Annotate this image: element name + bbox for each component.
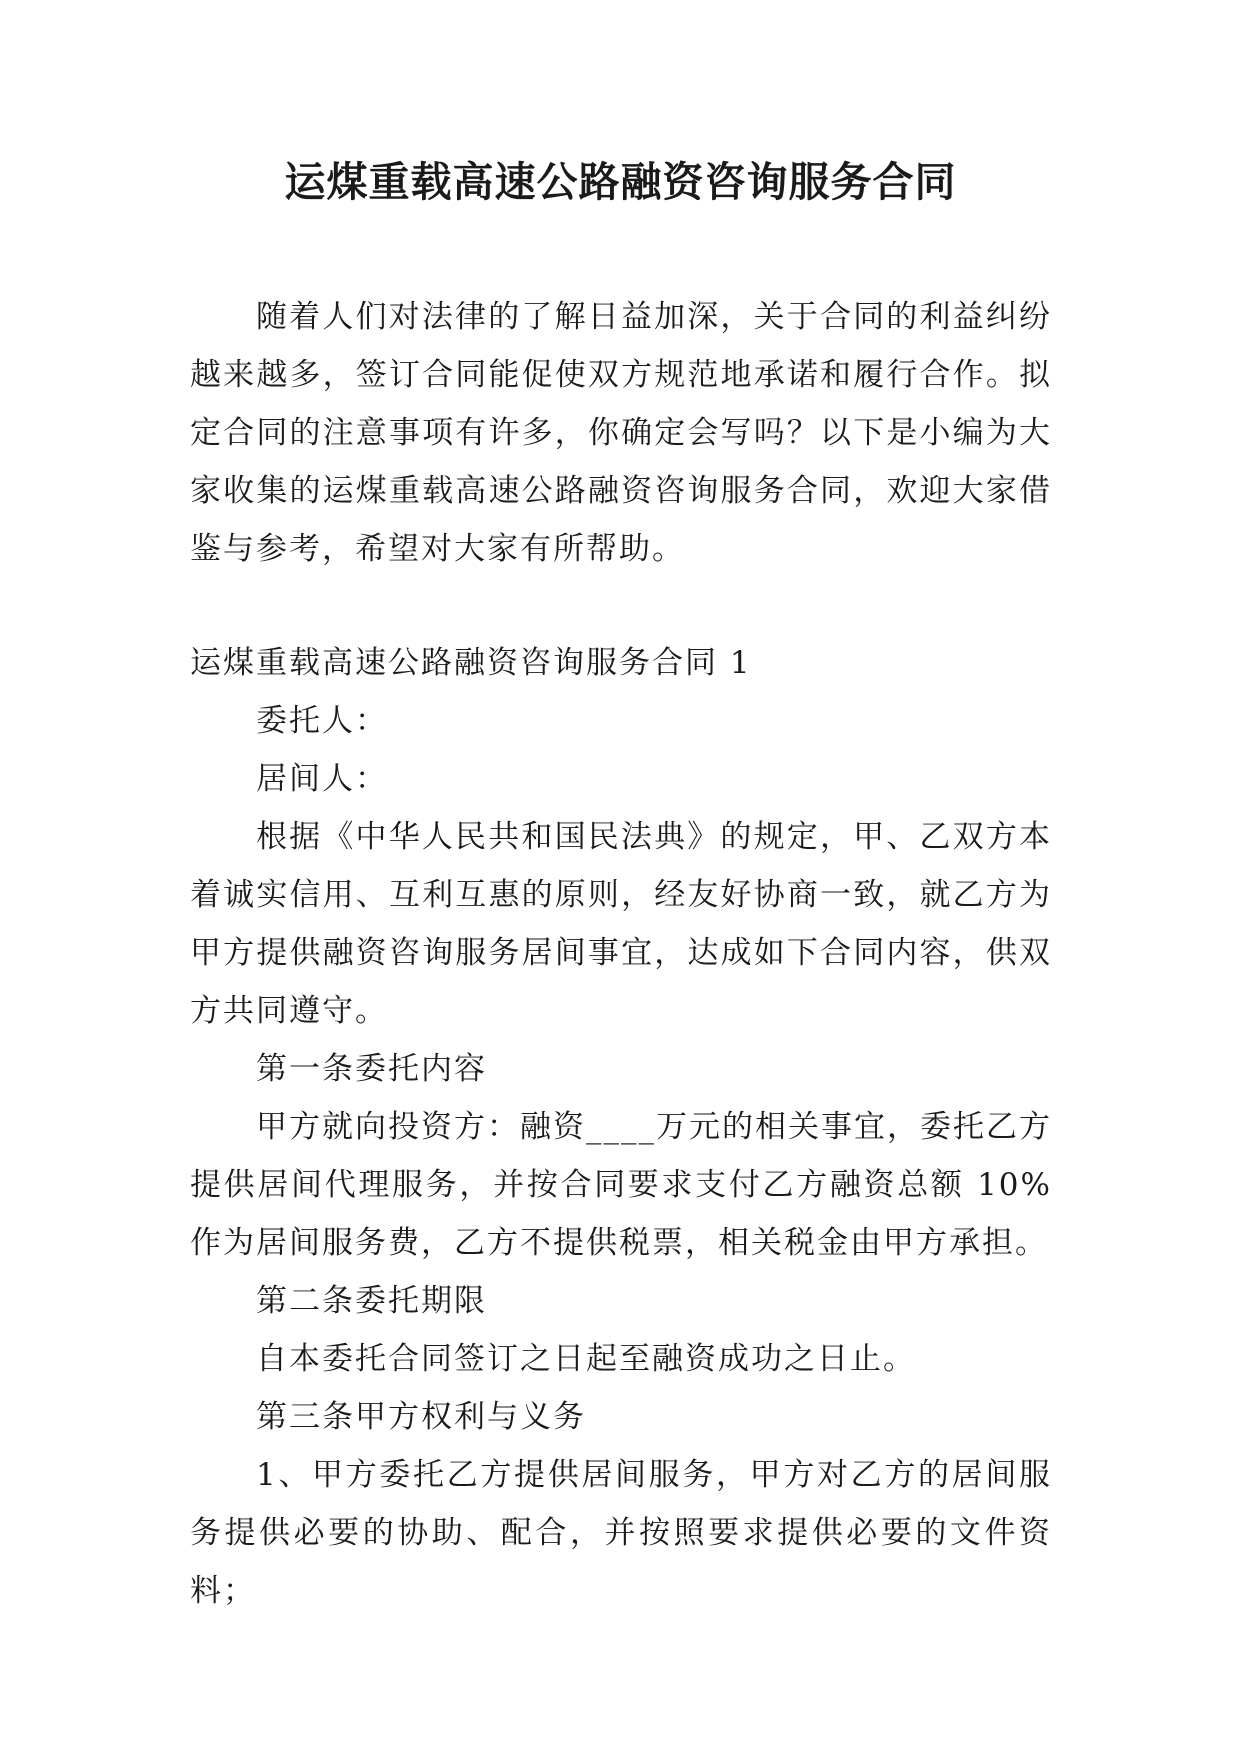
article-2-body: 自本委托合同签订之日起至融资成功之日止。	[256, 1341, 916, 1377]
article-1-body: 甲方就向投资方：融资____万元的相关事宜，委托乙方提供居间代理服务，并按合同要求支付乙方融资总额 10%作为居间服务费，乙方不提供税票，相关税金由甲方承担。	[190, 1109, 1052, 1261]
article-1-heading: 第一条委托内容	[256, 1051, 487, 1087]
intermediary-line: 居间人：	[256, 761, 388, 797]
document-title: 运煤重载高速公路融资咨询服务合同	[284, 158, 957, 206]
intro-section	[190, 288, 1052, 578]
intro-paragraph: 随着人们对法律的了解日益加深，关于合同的利益纠纷越来越多，签订合同能促使双方规范地承诺和履行合作。拟定合同的注意事项有许多，你确定会写吗？以下是小编为大家收集的运煤重载高速公路融资咨询服务合同，欢迎大家借鉴与参考，希望对大家有所帮助。	[190, 299, 1052, 567]
contract-subtitle: 运煤重载高速公路融资咨询服务合同 1	[190, 645, 752, 681]
principal-line: 委托人：	[256, 703, 388, 739]
article-2-heading: 第二条委托期限	[256, 1283, 487, 1319]
article-3-heading: 第三条甲方权利与义务	[256, 1399, 586, 1435]
article-3-item-1: 1、甲方委托乙方提供居间服务，甲方对乙方的居间服务提供必要的协助、配合，并按照要求提供必要的文件资料；	[190, 1457, 1052, 1609]
contract-section	[190, 634, 1052, 1620]
preamble-paragraph: 根据《中华人民共和国民法典》的规定，甲、乙双方本着诚实信用、互利互惠的原则，经友好协商一致，就乙方为甲方提供融资咨询服务居间事宜，达成如下合同内容，供双方共同遵守。	[190, 819, 1052, 1029]
